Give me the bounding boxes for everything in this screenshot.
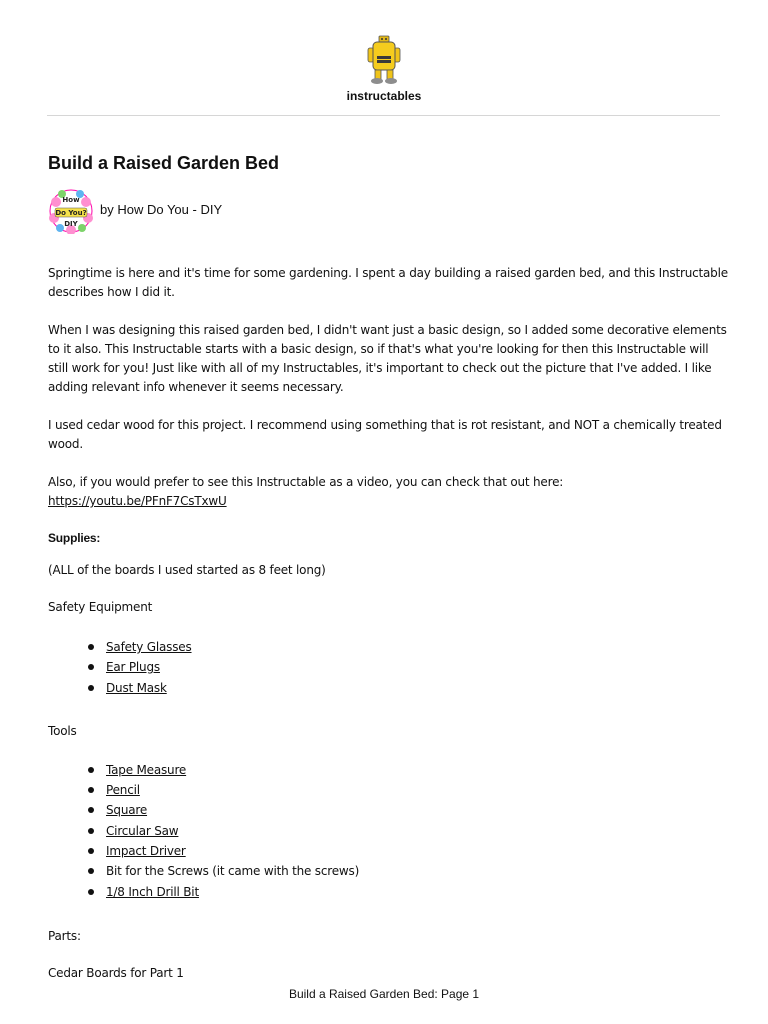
article-title: Build a Raised Garden Bed <box>48 153 280 173</box>
list-item <box>88 882 728 902</box>
author-row <box>48 188 222 234</box>
wood-paragraph: I used cedar wood for this project. I recommend using something that is rot resistant, and NOT a chemically treated wood. <box>48 418 722 451</box>
tool-screw-bit: Bit for the Screws (it came with the screws) <box>106 864 360 879</box>
list-item <box>88 678 728 698</box>
safety-list <box>48 637 728 698</box>
avatar-text-how: How <box>62 196 80 204</box>
tool-link-drill-bit[interactable]: 1/8 Inch Drill Bit <box>106 884 199 899</box>
list-item <box>88 800 728 820</box>
instructables-robot-logo[interactable] <box>362 34 406 86</box>
list-item <box>88 861 728 881</box>
design-paragraph: When I was designing this raised garden bed, I didn't want just a basic design, so I added some decorative elements to it also. This Instructable starts with a basic design, so if that's what you're looking for then this Instructable will still work for you! Just like with all of my Instructables, it's important to check out the picture that I've added. I like adding relevant info whenever it seems necessary. <box>48 323 727 394</box>
tools-heading: Tools <box>48 723 77 738</box>
author-byline[interactable]: by How Do You - DIY <box>100 201 223 217</box>
tool-link-impact-driver[interactable]: Impact Driver <box>106 844 186 859</box>
article-body <box>48 264 728 983</box>
list-item <box>88 821 728 841</box>
page-footer: Build a Raised Garden Bed: Page 1 <box>288 987 480 1001</box>
list-item <box>88 657 728 677</box>
supplies-heading: Supplies: <box>48 531 101 545</box>
list-item <box>88 637 728 657</box>
intro-paragraph: Springtime is here and it's time for some gardening. I spent a day building a raised garden bed, and this Instructable describes how I did it. <box>48 266 728 299</box>
tool-link-tape-measure[interactable]: Tape Measure <box>106 762 187 777</box>
tool-link-circular-saw[interactable]: Circular Saw <box>106 823 179 838</box>
list-item <box>88 780 728 800</box>
tools-list <box>48 760 728 902</box>
avatar-text-do-you: Do You? <box>55 209 87 217</box>
site-brand-name[interactable]: instructables <box>346 89 422 103</box>
author-avatar[interactable] <box>48 188 94 234</box>
safety-link-ear-plugs[interactable]: Ear Plugs <box>106 660 160 675</box>
safety-link-dust-mask[interactable]: Dust Mask <box>106 680 167 695</box>
avatar-text-diy: DIY <box>64 220 78 228</box>
video-paragraph <box>48 473 728 511</box>
tool-link-square[interactable]: Square <box>106 803 148 818</box>
video-link[interactable]: https://youtu.be/PFnF7CsTxwU <box>48 494 227 508</box>
cedar-boards-heading: Cedar Boards for Part 1 <box>48 965 184 980</box>
header-divider <box>47 115 720 116</box>
safety-link-glasses[interactable]: Safety Glasses <box>106 640 192 654</box>
boards-note: (ALL of the boards I used started as 8 feet long) <box>48 563 326 577</box>
list-item <box>88 760 728 780</box>
safety-heading: Safety Equipment <box>48 600 153 614</box>
page-header <box>0 0 768 116</box>
parts-heading: Parts: <box>48 928 81 943</box>
tool-link-pencil[interactable]: Pencil <box>106 783 140 798</box>
video-intro-text: Also, if you would prefer to see this Instructable as a video, you can check that out here: <box>48 475 564 489</box>
list-item <box>88 841 728 861</box>
